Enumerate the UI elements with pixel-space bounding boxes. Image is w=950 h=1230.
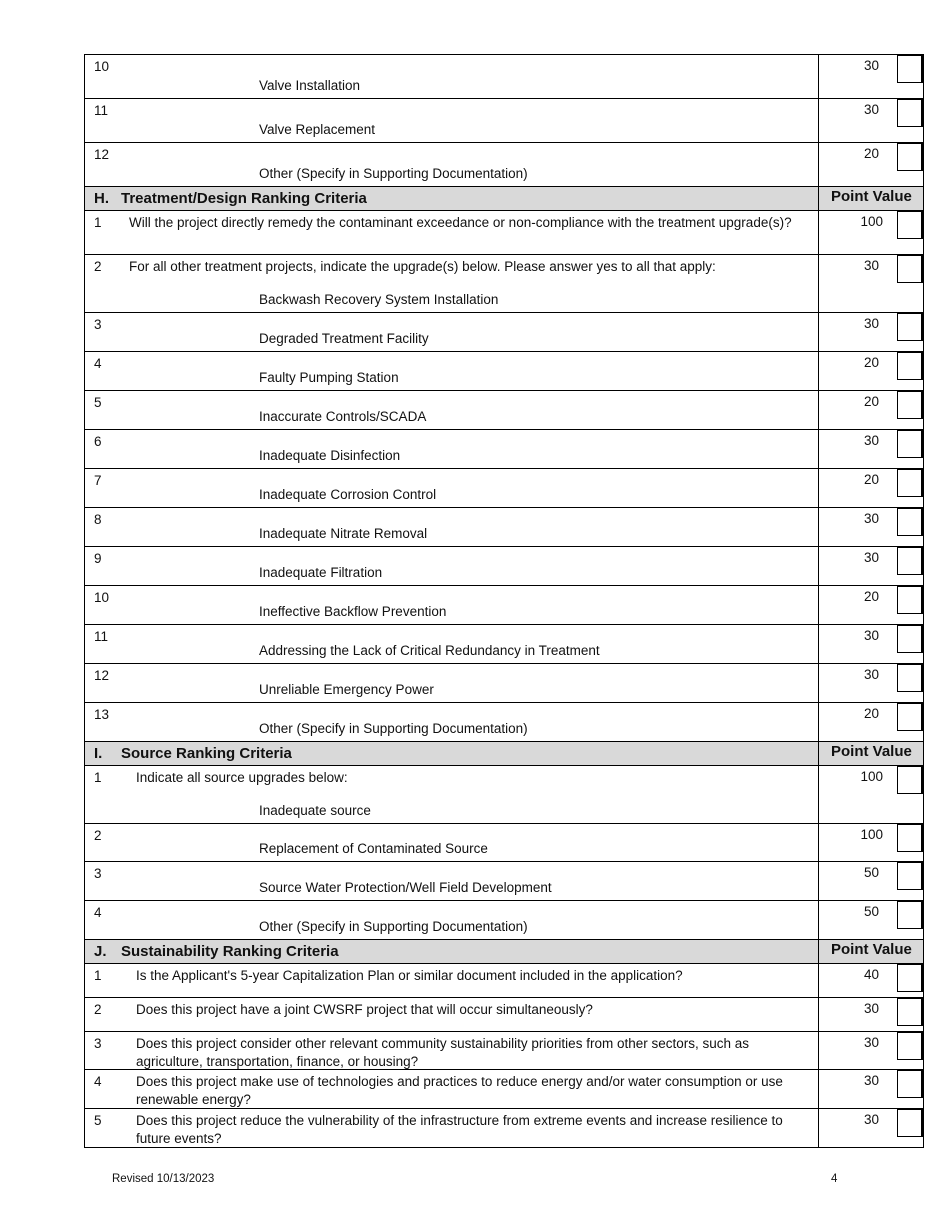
point-value: 20 <box>863 706 879 721</box>
yes-checkbox[interactable] <box>897 313 923 341</box>
point-value: 30 <box>863 58 879 73</box>
item-label: Inadequate Nitrate Removal <box>259 526 428 541</box>
yes-checkbox[interactable] <box>897 901 923 929</box>
item-label: Faulty Pumping Station <box>259 370 399 385</box>
item-number: 1 <box>94 770 102 785</box>
question-text: Does this project consider other relevant community sustainability priorities from other sectors, such as agriculture, transportation, finance, or housing? <box>136 1036 750 1069</box>
point-value: 20 <box>863 472 879 487</box>
point-value: 20 <box>863 589 879 604</box>
table-row <box>84 703 924 742</box>
revision-date: Revised 10/13/2023 <box>112 1173 215 1185</box>
point-value: 30 <box>863 511 879 526</box>
section-header-h <box>84 187 924 211</box>
table-row <box>84 352 924 391</box>
item-number: 10 <box>94 590 110 605</box>
item-label: Other (Specify in Supporting Documentation) <box>259 721 528 736</box>
table-row <box>84 508 924 547</box>
section-title: Sustainability Ranking Criteria <box>121 943 339 960</box>
item-label: Addressing the Lack of Critical Redundancy in Treatment <box>259 643 600 658</box>
table-row <box>84 211 924 255</box>
yes-checkbox[interactable] <box>897 99 923 127</box>
yes-checkbox[interactable] <box>897 352 923 380</box>
yes-checkbox[interactable] <box>897 824 923 852</box>
point-value: 100 <box>860 769 883 784</box>
table-row <box>84 99 924 143</box>
item-number: 5 <box>94 395 102 410</box>
table-row <box>84 1109 924 1148</box>
table-row <box>84 766 924 824</box>
yes-checkbox[interactable] <box>897 430 923 458</box>
question-text: Will the project directly remedy the contaminant exceedance or non-compliance with the treatment upgrade(s)? <box>129 215 792 230</box>
item-number: 4 <box>94 1074 102 1089</box>
item-label: Unreliable Emergency Power <box>259 682 434 697</box>
table-row <box>84 430 924 469</box>
table-row <box>84 313 924 352</box>
table-row <box>84 664 924 703</box>
item-number: 12 <box>94 147 110 162</box>
table-row <box>84 547 924 586</box>
table-row <box>84 586 924 625</box>
item-number: 12 <box>94 668 110 683</box>
point-value: 100 <box>860 214 883 229</box>
item-number: 9 <box>94 551 102 566</box>
question-text: Indicate all source upgrades below: <box>136 770 348 785</box>
yes-checkbox[interactable] <box>897 766 923 794</box>
item-number: 2 <box>94 1002 102 1017</box>
table-row <box>84 824 924 862</box>
point-value: 30 <box>863 550 879 565</box>
section-header-j <box>84 940 924 964</box>
item-number: 5 <box>94 1113 102 1128</box>
item-label: Backwash Recovery System Installation <box>259 292 499 307</box>
item-label: Inadequate source <box>259 803 371 818</box>
yes-checkbox[interactable] <box>897 1032 923 1060</box>
point-value: 30 <box>863 667 879 682</box>
item-label: Degraded Treatment Facility <box>259 331 429 346</box>
yes-checkbox[interactable] <box>897 55 923 83</box>
yes-checkbox[interactable] <box>897 625 923 653</box>
table-row <box>84 998 924 1032</box>
item-number: 6 <box>94 434 102 449</box>
table-row <box>84 862 924 901</box>
table-row <box>84 625 924 664</box>
point-value: 30 <box>863 1073 879 1088</box>
table-row <box>84 55 924 99</box>
point-value: 30 <box>863 102 879 117</box>
item-label: Valve Replacement <box>259 122 376 137</box>
section-letter: H. <box>94 190 109 207</box>
item-label: Replacement of Contaminated Source <box>259 841 488 856</box>
item-label: Inadequate Filtration <box>259 565 383 580</box>
item-number: 2 <box>94 259 102 274</box>
item-number: 1 <box>94 968 102 983</box>
item-number: 10 <box>94 59 110 74</box>
yes-checkbox[interactable] <box>897 664 923 692</box>
question-text: Does this project reduce the vulnerability of the infrastructure from extreme events and increase resilience to future events? <box>136 1113 783 1146</box>
item-number: 11 <box>94 103 109 118</box>
question-text: Is the Applicant's 5-year Capitalization Plan or similar document included in the application? <box>136 968 683 983</box>
item-label: Inadequate Corrosion Control <box>259 487 437 502</box>
yes-checkbox[interactable] <box>897 703 923 731</box>
table-row <box>84 255 924 313</box>
item-label: Valve Installation <box>259 78 361 93</box>
item-number: 3 <box>94 317 102 332</box>
point-value-header: Point Value <box>831 941 912 958</box>
point-value: 30 <box>863 1112 879 1127</box>
item-number: 4 <box>94 356 102 371</box>
point-value: 100 <box>860 827 883 842</box>
item-label: Other (Specify in Supporting Documentation) <box>259 166 528 181</box>
item-number: 3 <box>94 1036 102 1051</box>
yes-checkbox[interactable] <box>897 391 923 419</box>
table-row <box>84 469 924 508</box>
question-text: For all other treatment projects, indicate the upgrade(s) below. Please answer yes to all that apply: <box>129 259 716 274</box>
table-row <box>84 964 924 998</box>
ranking-criteria-table <box>84 54 924 1148</box>
item-number: 2 <box>94 828 102 843</box>
item-number: 7 <box>94 473 102 488</box>
point-value: 50 <box>863 865 879 880</box>
question-text: Does this project make use of technologies and practices to reduce energy and/or water consumption or use renewable energy? <box>136 1074 783 1107</box>
yes-checkbox[interactable] <box>897 964 923 992</box>
item-label: Ineffective Backflow Prevention <box>259 604 447 619</box>
table-row <box>84 391 924 430</box>
page-number: 4 <box>831 1173 838 1185</box>
question-text: Does this project have a joint CWSRF project that will occur simultaneously? <box>136 1002 593 1017</box>
point-value: 20 <box>863 394 879 409</box>
yes-checkbox[interactable] <box>897 586 923 614</box>
point-value: 20 <box>863 355 879 370</box>
section-letter: J. <box>94 943 107 960</box>
point-value-header: Point Value <box>831 188 912 205</box>
yes-checkbox[interactable] <box>897 1070 923 1098</box>
item-label: Inaccurate Controls/SCADA <box>259 409 427 424</box>
section-header-i <box>84 742 924 766</box>
yes-checkbox[interactable] <box>897 508 923 536</box>
yes-checkbox[interactable] <box>897 255 923 283</box>
yes-checkbox[interactable] <box>897 862 923 890</box>
point-value: 30 <box>863 433 879 448</box>
yes-checkbox[interactable] <box>897 469 923 497</box>
point-value: 30 <box>863 316 879 331</box>
point-value: 30 <box>863 628 879 643</box>
item-number: 3 <box>94 866 102 881</box>
point-value: 30 <box>863 258 879 273</box>
point-value: 30 <box>863 1001 879 1016</box>
section-title: Treatment/Design Ranking Criteria <box>121 190 367 207</box>
table-row <box>84 143 924 187</box>
item-label: Other (Specify in Supporting Documentation) <box>259 919 528 934</box>
section-letter: I. <box>94 745 103 762</box>
item-number: 1 <box>94 215 102 230</box>
section-title: Source Ranking Criteria <box>121 745 292 762</box>
item-number: 13 <box>94 707 110 722</box>
point-value: 50 <box>863 904 879 919</box>
table-row <box>84 1070 924 1109</box>
yes-checkbox[interactable] <box>897 547 923 575</box>
yes-checkbox[interactable] <box>897 211 923 239</box>
item-number: 11 <box>94 629 109 644</box>
point-value: 40 <box>863 967 879 982</box>
table-row <box>84 1032 924 1070</box>
point-value-header: Point Value <box>831 743 912 760</box>
item-label: Source Water Protection/Well Field Development <box>259 880 552 895</box>
item-number: 8 <box>94 512 102 527</box>
yes-checkbox[interactable] <box>897 1109 923 1137</box>
item-number: 4 <box>94 905 102 920</box>
yes-checkbox[interactable] <box>897 998 923 1026</box>
yes-checkbox[interactable] <box>897 143 923 171</box>
point-value: 20 <box>863 146 879 161</box>
table-row <box>84 901 924 940</box>
item-label: Inadequate Disinfection <box>259 448 401 463</box>
point-value: 30 <box>863 1035 879 1050</box>
